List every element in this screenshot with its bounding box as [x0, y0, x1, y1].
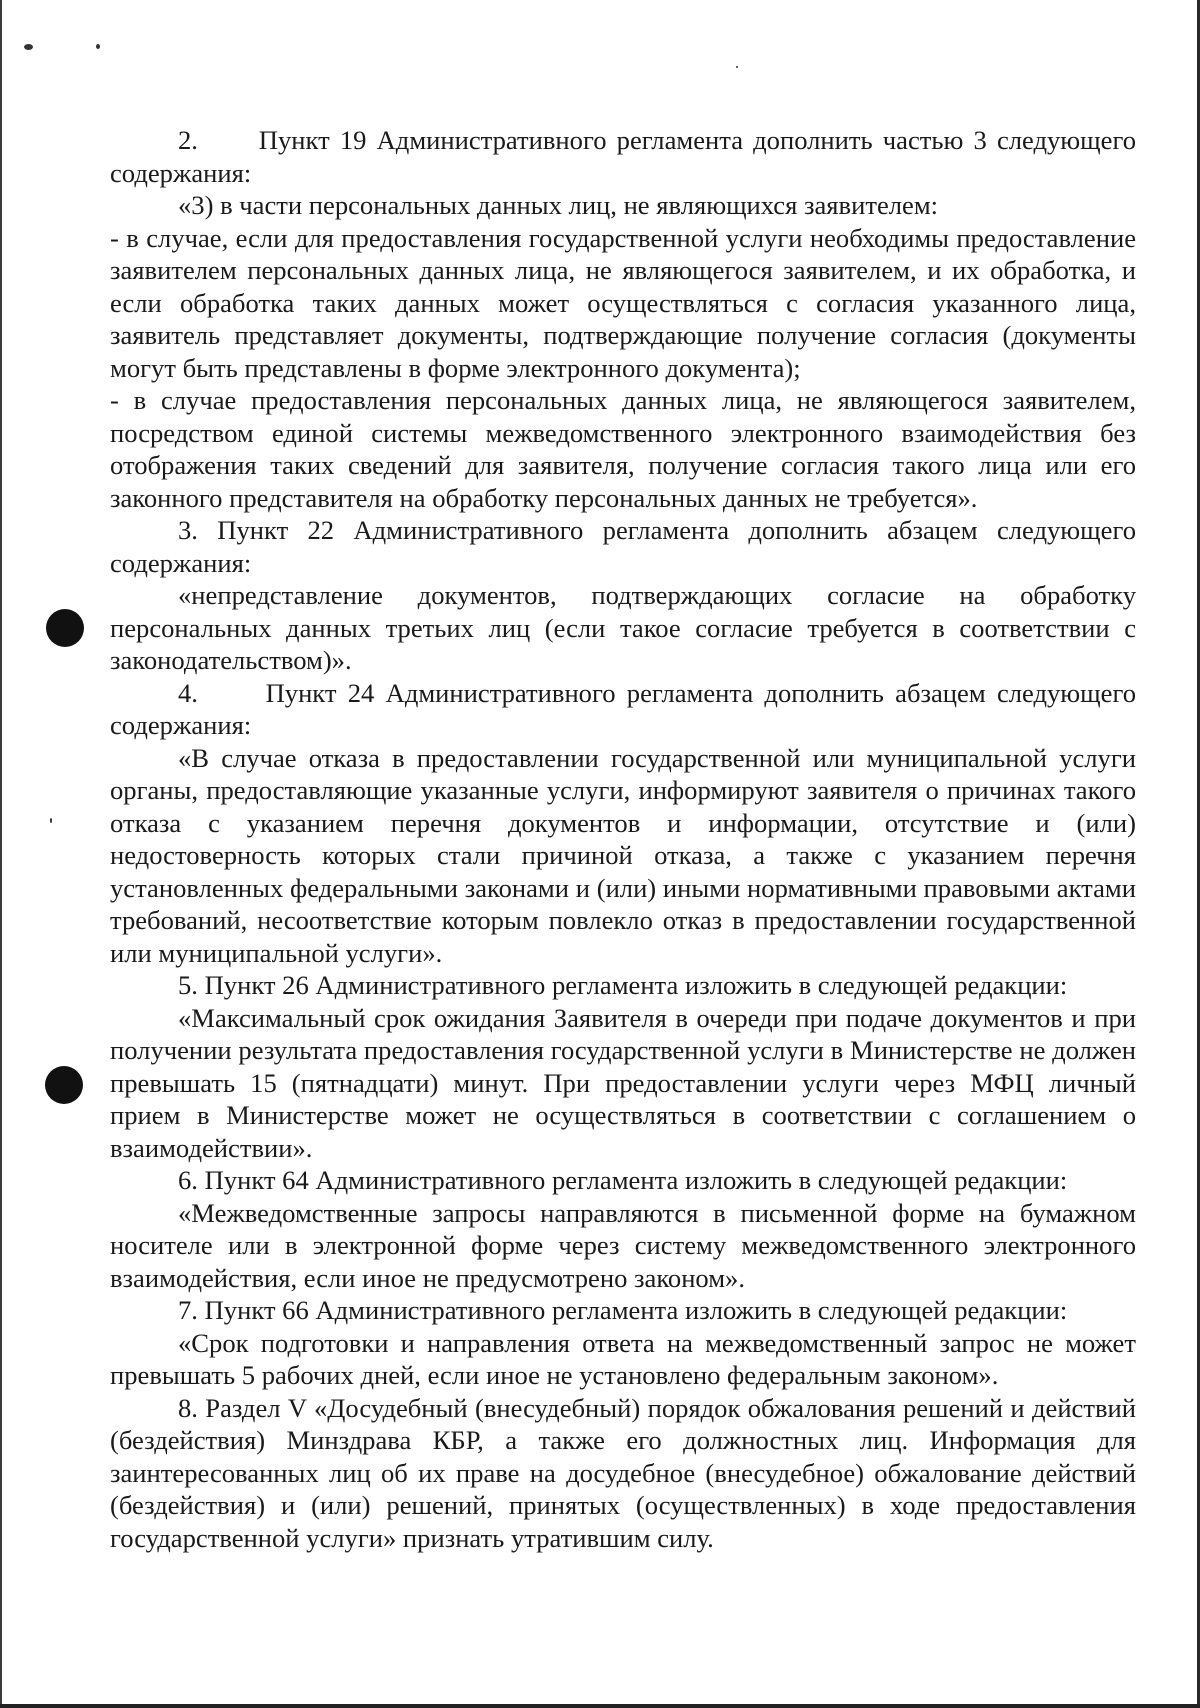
- quote-point-3: «3) в части персональных данных лиц, не являющихся заявителем:: [178, 190, 939, 220]
- paragraph-item-2: 2. Пункт 19 Административного регламента дополнить частью 3 следующего содержания:: [110, 125, 1136, 188]
- paragraph-item-7: 7. Пункт 66 Административного регламента изложить в следующей редакции:: [178, 1295, 1068, 1325]
- document-text: [110, 124, 1136, 1554]
- punch-hole-upper: [46, 609, 84, 647]
- paragraph-item-4: 4. Пункт 24 Административного регламента дополнить абзацем следующего содержания:: [110, 677, 1136, 740]
- scan-edge-bottom: [0, 1704, 1200, 1708]
- scan-speck: [50, 818, 52, 823]
- quote-item-7: «Срок подготовки и направления ответа на межведомственный запрос не может превышать 5 рабочих дней, если иное не установлено федеральным законом».: [110, 1327, 1136, 1390]
- dash-clause-1: - в случае, если для предоставления государственной услуги необходимы предоставление заявителем персональных данных лица, не являющегося заявителем, и их обработка, и если обработка таких данных может осуществляться с согласия указанного лица, заявитель представляет документы, подтверждающие получение согласия (документы могут быть представлены в форме электронного документа);: [110, 222, 1136, 383]
- quote-item-4: «В случае отказа в предоставлении государственной или муниципальной услуги органы, предоставляющие указанные услуги, информируют заявителя о причинах такого отказа с указанием перечня документов и информации, отсутствие и (или) недостоверность которых стали причиной отказа, а также с указанием перечня установленных федеральными законами и (или) иными нормативными правовыми актами требований, несоответствие которым повлекло отказ в предоставлении государственной или муниципальной услуги».: [110, 742, 1136, 968]
- dash-clause-2: - в случае предоставления персональных данных лица, не являющегося заявителем, посредством единой системы межведомственного электронного взаимодействия без отображения таких сведений для заявителя, получение согласия такого лица или его законного представителя на обработку персональных данных не требуется».: [110, 385, 1136, 513]
- quote-item-5: «Максимальный срок ожидания Заявителя в очереди при подаче документов и при получении результата предоставления государственной услуги в Министерстве не должен превышать 15 (пятнадцати) минут. При предоставлении услуги через МФЦ личный прием в Министерстве может не осуществляться в соответствии с соглашением о взаимодействии».: [110, 1002, 1136, 1163]
- paragraph-item-8: 8. Раздел V «Досудебный (внесудебный) порядок обжалования решений и действий (бездействия) Минздрава КБР, а также его должностных лиц. Информация для заинтересованных лиц об их праве на досудебное (внесудебное) обжалование действий (бездействия) и (или) решений, принятых (осуществленных) в ходе предоставления государственной услуги» признать утратившим силу.: [110, 1392, 1136, 1553]
- quote-item-6: «Межведомственные запросы направляются в письменной форме на бумажном носителе или в электронной форме через систему межведомственного электронного взаимодействия, если иное не предусмотрено законом».: [110, 1197, 1136, 1293]
- punch-hole-lower: [45, 1066, 83, 1104]
- quote-item-3: «непредставление документов, подтверждающих согласие на обработку персональных данных третьих лиц (если такое согласие требуется в соответствии с законодательством)».: [110, 580, 1136, 675]
- scan-speck: [96, 44, 100, 49]
- scan-speck: [736, 66, 738, 68]
- paragraph-item-5: 5. Пункт 26 Административного регламента изложить в следующей редакции:: [178, 970, 1068, 1000]
- scan-speck: [24, 44, 33, 50]
- scan-edge-left: [0, 0, 2, 1708]
- paragraph-item-6: 6. Пункт 64 Административного регламента изложить в следующей редакции:: [178, 1165, 1068, 1195]
- paragraph-item-3: 3. Пункт 22 Административного регламента дополнить абзацем следующего содержания:: [110, 515, 1136, 578]
